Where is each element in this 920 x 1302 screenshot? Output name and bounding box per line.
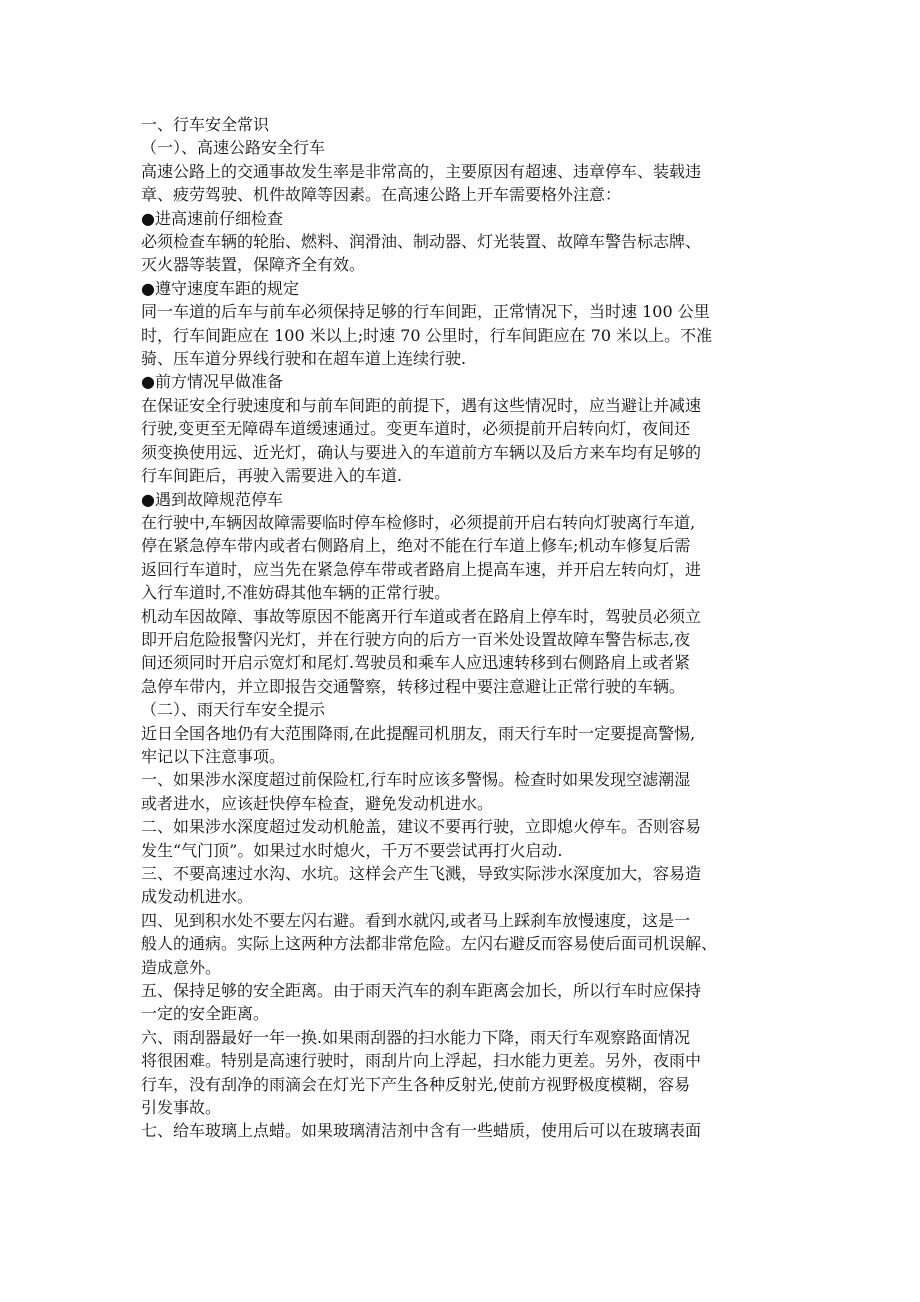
text-line: 五、保持足够的安全距离。由于雨天汽车的刹车距离会加长，所以行车时应保持 [141, 981, 702, 1001]
text-line: 在行驶中,车辆因故障需要临时停车检修时，必须提前开启右转向灯驶离行车道, [141, 512, 696, 532]
section-heading-bullet: ●前方情况早做准备 [141, 372, 283, 392]
document-body [141, 113, 793, 1143]
text-line: 时，行车间距应在 100 米以上;时速 70 公里时，行车间距应在 70 米以上。不准 [141, 325, 713, 345]
text-line: 行车，没有刮净的雨滴会在灯光下产生各种反射光,使前方视野极度模糊，容易 [141, 1074, 691, 1094]
text-line: 高速公路上的交通事故发生率是非常高的，主要原因有超速、违章停车、装载违 [141, 161, 702, 181]
text-line: 须变换使用远、近光灯，确认与要进入的车道前方车辆以及后方来车均有足够的 [141, 442, 702, 462]
section-heading-bullet: ●遵守速度车距的规定 [141, 278, 299, 298]
text-line: 停在紧急停车带内或者右侧路肩上，绝对不能在行车道上修车;机动车修复后需 [141, 536, 691, 556]
text-line: 或者进水，应该赶快停车检查，避免发动机进水。 [141, 793, 494, 813]
text-line: 章、疲劳驾驶、机件故障等因素。在高速公路上开车需要格外注意： [141, 185, 622, 205]
text-line: 行驶,变更至无障碍车道缓速通过。变更车道时，必须提前开启转向灯，夜间还 [141, 419, 691, 439]
section-heading-bullet: ●进高速前仔细检查 [141, 208, 283, 228]
text-line: 一、如果涉水深度超过前保险杠,行车时应该多警惕。检查时如果发现空滤潮湿 [141, 770, 691, 790]
subsection-title: （一）、高速公路安全行车 [141, 138, 326, 158]
text-line: 发生“气门顶”。如果过水时熄火，千万不要尝试再打火启动. [141, 840, 563, 860]
text-line: 必须检查车辆的轮胎、燃料、润滑油、制动器、灯光装置、故障车警告标志牌、 [141, 232, 702, 252]
text-line: 间还须同时开启示宽灯和尾灯.驾驶员和乘车人应迅速转移到右侧路肩上或者紧 [141, 653, 691, 673]
text-line: 四、见到积水处不要左闪右避。看到水就闪,或者马上踩刹车放慢速度，这是一 [141, 910, 691, 930]
text-line: 行车间距后，再驶入需要进入的车道. [141, 466, 403, 486]
text-line: 牢记以下注意事项。 [141, 746, 286, 766]
text-line: 七、给车玻璃上点蜡。如果玻璃清洁剂中含有一些蜡质，使用后可以在玻璃表面 [141, 1121, 702, 1141]
text-line: 六、雨刮器最好一年一换.如果雨刮器的扫水能力下降，雨天行车观察路面情况 [141, 1027, 691, 1047]
text-line: 骑、压车道分界线行驶和在超车道上连续行驶. [141, 349, 467, 369]
text-line: 一定的安全距离。 [141, 1004, 270, 1024]
section-heading-bullet: ●遇到故障规范停车 [141, 489, 283, 509]
text-line: 即开启危险报警闪光灯，并在行驶方向的后方一百米处设置故障车警告标志,夜 [141, 629, 691, 649]
text-line: 入行车道时,不准妨碍其他车辆的正常行驶。 [141, 583, 451, 603]
text-line: 同一车道的后车与前车必须保持足够的行车间距，正常情况下，当时速 100 公里 [141, 302, 710, 322]
text-line: 在保证安全行驶速度和与前车间距的前提下，遇有这些情况时，应当避让并减速 [141, 395, 702, 415]
text-line: 般人的通病。实际上这两种方法都非常危险。左闪右避反而容易使后面司机误解、 [141, 934, 718, 954]
text-line: 机动车因故障、事故等原因不能离开行车道或者在路肩上停车时，驾驶员必须立 [141, 606, 702, 626]
text-line: 引发事故。 [141, 1098, 222, 1118]
text-line: 近日全国各地仍有大范围降雨,在此提醒司机朋友，雨天行车时一定要提高警惕, [141, 723, 696, 743]
subsection-title: （二）、雨天行车安全提示 [141, 700, 326, 720]
text-line: 三、不要高速过水沟、水坑。这样会产生飞溅，导致实际涉水深度加大，容易造 [141, 864, 702, 883]
text-line: 急停车带内，并立即报告交通警察，转移过程中要注意避让正常行驶的车辆。 [141, 676, 686, 696]
section-title: 一、行车安全常识 [141, 115, 270, 134]
text-line: 成发动机进水。 [141, 887, 254, 907]
text-line: 二、如果涉水深度超过发动机舱盖，建议不要再行驶，立即熄火停车。否则容易 [141, 817, 702, 837]
text-line: 灭火器等装置，保障齐全有效。 [141, 255, 366, 275]
text-line: 返回行车道时，应当先在紧急停车带或者路肩上提高车速，并开启左转向灯，进 [141, 559, 702, 579]
text-line: 造成意外。 [141, 957, 222, 977]
text-line: 将很困难。特别是高速行驶时，雨刮片向上浮起，扫水能力更差。另外，夜雨中 [141, 1051, 702, 1071]
